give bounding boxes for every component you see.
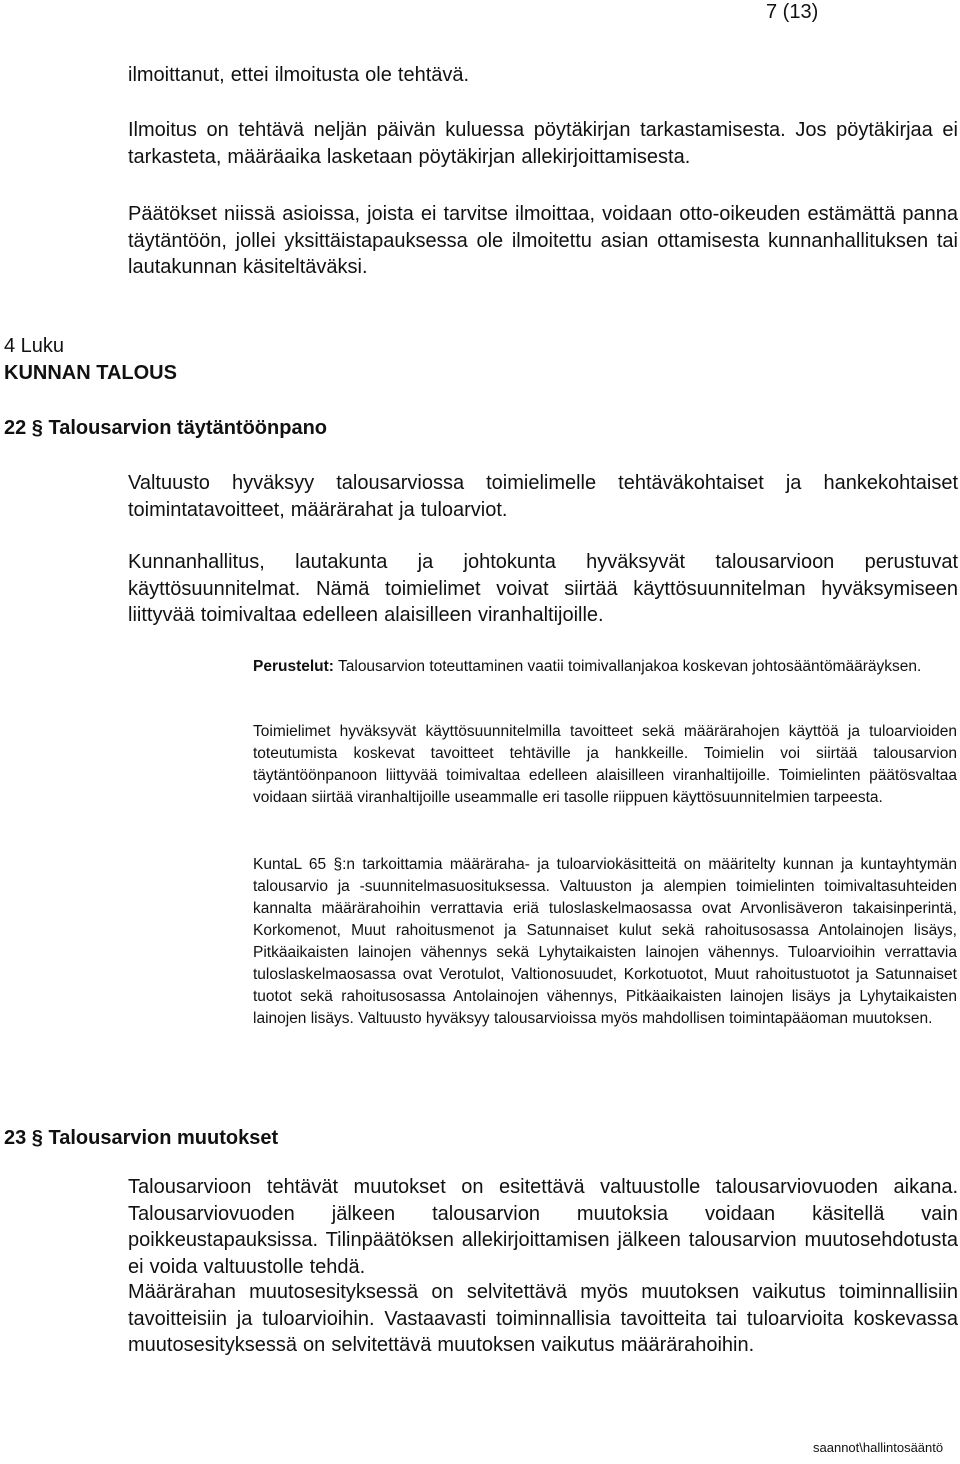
rationale-label: Perustelut: [253,658,334,675]
page-number: 7 (13) [766,1,819,23]
section-23-paragraph-2: Määrärahan muutosesityksessä on selvitettävä myös muutoksen vaikutus toiminnallisiin tavoitteisiin ja tuloarvioihin. Vastaavasti toiminnallisia tavoitteita tai tuloarvioita koskevassa muutosesityksessä on selvitettävä muutoksen vaikutus määrärahoihin. [128,1281,958,1356]
section-22-paragraph-1: Valtuusto hyväksyy talousarviossa toimielimelle tehtäväkohtaiset ja hankekohtaiset toimintatavoitteet, määrärahat ja tuloarviot. [128,472,958,521]
section-22-paragraph-2: Kunnanhallitus, lautakunta ja johtokunta hyväksyvät talousarvioon perustuvat käyttösuunnitelmat. Nämä toimielimet voivat siirtää käyttösuunnitelman hyväksymiseen liittyvää toimivaltaa edelleen alaisilleen viranhaltijoille. [128,551,958,626]
section-22-heading: 22 § Talousarvion täytäntöönpano [4,417,328,439]
chapter-label: 4 Luku [4,335,65,357]
rationale-text-1: Talousarvion toteuttaminen vaatii toimivallanjakoa koskevan johtosääntömääräyksen. [338,658,922,675]
footer-path: saannot\hallintosääntö [813,1440,944,1455]
paragraph-intro-2: Ilmoitus on tehtävä neljän päivän kuluessa pöytäkirjan tarkastamisesta. Jos pöytäkirjaa ei tarkasteta, määräaika lasketaan pöytäkirjan allekirjoittamisesta. [128,119,958,168]
rationale-note-2: Toimielimet hyväksyvät käyttösuunnitelmilla tavoitteet sekä määrärahojen käyttöä ja tuloarvioiden toteutumista koskevat tavoitteet tehtäville ja hankkeille. Toimielin voi siirtää talousarvion täytäntöönpanoon liittyvää toimivaltaa edelleen alaisilleen viranhaltijoille. Toimielinten päätösvaltaa voidaan siirtää viranhaltijoille useammalle eri tasolle riippuen käyttösuunnitelmien tarpeesta. [253,723,957,806]
rationale-note-1 [253,656,957,678]
section-23-heading: 23 § Talousarvion muutokset [4,1127,279,1149]
paragraph-intro-3: Päätökset niissä asioissa, joista ei tarvitse ilmoittaa, voidaan otto-oikeuden estämättä panna täytäntöön, jollei yksittäistapauksessa ole ilmoitettu asian ottamisesta kunnanhallituksen tai lautakunnan käsiteltäväksi. [128,203,958,278]
section-23-paragraph-1: Talousarvioon tehtävät muutokset on esitettävä valtuustolle talousarviovuoden aikana. Talousarviovuoden jälkeen talousarvion muutoksia voidaan käsitellä vain poikkeustapauksissa. Tilinpäätöksen allekirjoittamisen jälkeen talousarvion muutosehdotusta ei voida valtuustolle tehdä. [128,1176,958,1278]
chapter-title: KUNNAN TALOUS [4,362,177,384]
paragraph-intro-1: ilmoittanut, ettei ilmoitusta ole tehtävä. [128,64,470,86]
rationale-note-3: KuntaL 65 §:n tarkoittamia määräraha- ja tuloarviokäsitteitä on määritelty kunnan ja kuntayhtymän talousarvio ja -suunnitelmasuosituksessa. Valtuuston ja alempien toimielinten toimivaltasuhteiden kannalta määrärahoihin verrattavia eriä tuloslaskelmaosassa ovat Arvonlisäveron takaisinperintä, Korkomenot, Muut rahoitusmenot ja Satunnaiset kulut sekä rahoitusosassa Antolainojen lisäys, Pitkäaikaisten lainojen vähennys sekä Lyhytaikaisten lainojen vähennys. Tuloarvioihin verrattavia tuloslaskelmaosassa ovat Verotulot, Valtionosuudet, Korkotuotot, Muut rahoitustuotot ja Satunnaiset tuotot sekä rahoitusosassa Antolainojen vähennys, Pitkäaikaisten lainojen lisäys ja Lyhytaikaisten lainojen lisäys. Valtuusto hyväksyy talousarvioissa myös mahdollisen toimintapääoman muutoksen. [253,856,957,1027]
